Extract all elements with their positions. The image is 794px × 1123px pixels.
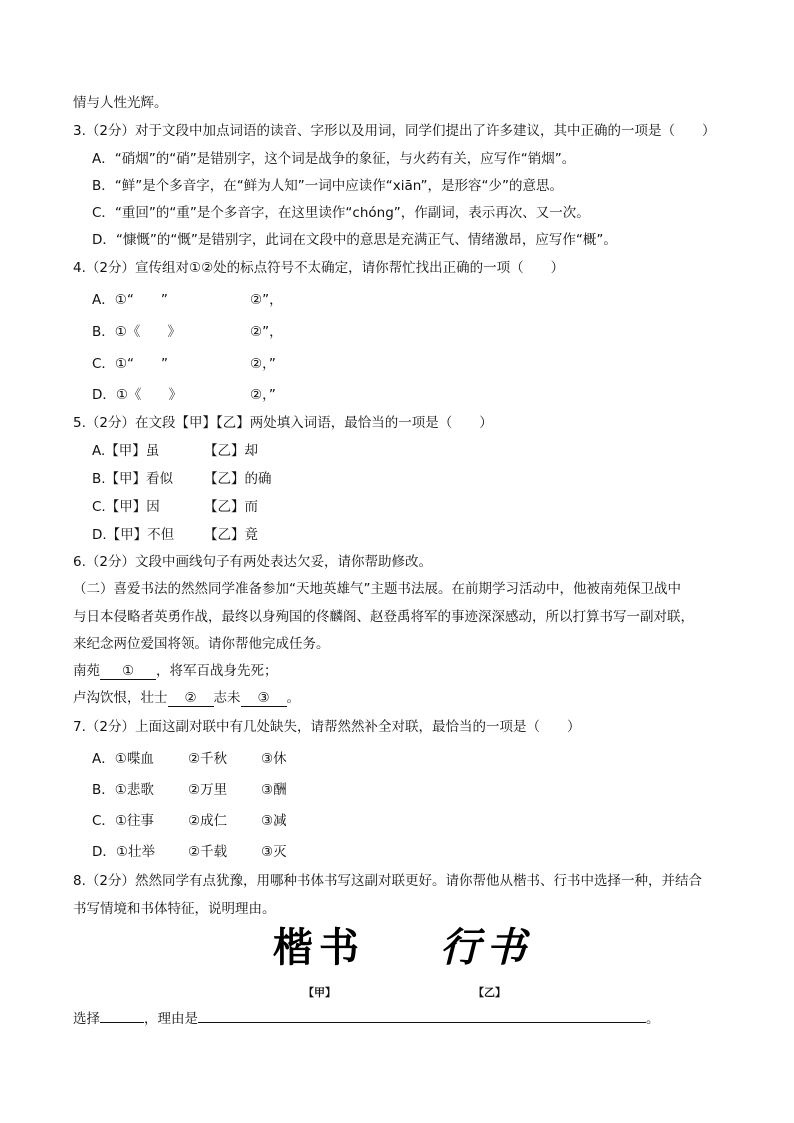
q7-option-c[interactable] [92,812,287,830]
option-letter: B． [92,324,115,340]
reason-blank[interactable] [198,1022,646,1023]
option-part: ①“ ” [114,292,168,308]
couplet-blank-2[interactable]: ② [168,690,214,707]
couplet-line2 [73,689,300,707]
option-letter: C． [92,813,115,829]
q5-option-c[interactable] [92,498,258,516]
couplet-blank-3[interactable]: ③ [241,690,287,707]
couplet-blank-1[interactable]: ① [100,663,156,680]
q5-option-a[interactable] [92,442,258,460]
option-part: C.【甲】因 [92,499,160,515]
option-part: ②”， [250,324,283,340]
option-part: ③灭 [261,844,287,860]
choice-blank[interactable] [100,1022,144,1023]
option-part: ①《 》 [115,387,183,403]
kaishu-sample-image: 楷书 [273,924,365,971]
option-letter: B． [92,782,115,798]
option-part: 【乙】的确 [204,471,272,487]
option-part: B.【甲】看似 [92,471,174,487]
answer-text: ，理由是 [144,1011,198,1027]
couplet-text: 。 [286,690,300,706]
couplet-text: 志未 [213,690,241,706]
option-part: ③减 [261,813,287,829]
option-part: ①《 》 [114,324,181,340]
q4-option-a[interactable] [92,291,283,309]
answer-text: 选择 [73,1011,100,1027]
q7-option-d[interactable] [92,843,287,861]
q3-option-b[interactable]: B．“鲜”是个多音字，在“鲜为人知”一词中应读作“xiān”，是形容“少”的意思。 [92,178,564,194]
q4-option-c[interactable] [92,355,276,373]
caption-yi: 【乙】 [473,986,506,999]
option-part: ①往事 [114,813,155,829]
option-part: 【乙】却 [204,443,258,459]
top-line: 情与人性光辉。 [73,95,168,111]
section2-line3: 来纪念两位爱国将领。请你帮他完成任务。 [73,636,330,652]
option-part: ②成仁 [188,813,228,829]
couplet-line1 [73,662,278,680]
option-part: A.【甲】虽 [92,443,160,459]
couplet-text: 南苑 [73,663,100,679]
q7-option-a[interactable] [92,750,287,768]
q5-option-b[interactable] [92,470,272,488]
option-part: ①喋血 [114,751,154,767]
option-letter: D． [92,387,116,403]
option-letter: A． [92,292,115,308]
q3-option-c[interactable]: C．“重回”的“重”是个多音字，在这里读作“chóng”，作副词，表示再次、又一次。 [92,205,590,221]
option-part: ②”， [250,292,283,308]
q3-option-d[interactable]: D．“慷慨”的“慨”是错别字，此词在文段中的意思是充满正气、情绪激昂，应写作“概”。 [92,232,617,248]
q4-stem: 4.（2分）宣传组对①②处的标点符号不太确定，请你帮忙找出正确的一项（ ） [73,260,565,276]
q3-option-a[interactable]: A．“硝烟”的“硝”是错别字，这个词是战争的象征，与火药有关，应写作“销烟”。 [92,151,576,167]
q8-stem-line1: 8.（2分）然然同学有点犹豫，用哪种书体书写这副对联更好。请你帮他从楷书、行书中选择一种，并结合 [73,873,702,889]
option-letter: D． [92,844,116,860]
option-part: ②，” [250,387,276,403]
caption-jia: 【甲】 [303,986,336,999]
xingshu-sample-image: 行书 [440,924,532,971]
option-part: ①“ ” [114,356,169,372]
q5-stem: 5.（2分）在文段【甲】【乙】两处填入词语，最恰当的一项是（ ） [73,415,493,431]
option-part: ②万里 [188,782,228,798]
q4-option-d[interactable] [92,386,276,404]
q7-stem: 7.（2分）上面这副对联中有几处缺失，请帮然然补全对联，最恰当的一项是（ ） [73,719,581,735]
option-part: ②千载 [188,844,228,860]
q4-option-b[interactable] [92,323,283,341]
answer-text: 。 [646,1011,660,1027]
q5-option-d[interactable] [92,526,258,544]
section2-line2: 与日本侵略者英勇作战，最终以身殉国的佟麟阁、赵登禹将军的事迹深深感动，所以打算书写一副对联， [73,609,694,625]
q7-option-b[interactable] [92,781,287,799]
option-part: ②，” [250,356,276,372]
option-part: 【乙】而 [204,499,258,515]
option-part: ③休 [261,751,287,767]
section2-line1: （二）喜爱书法的然然同学准备参加“天地英雄气”主题书法展。在前期学习活动中，他被南苑保卫战中 [73,581,681,597]
option-part: ①壮举 [115,844,156,860]
q8-stem-line2: 书写情境和书体特征，说明理由。 [73,901,276,917]
option-part: 【乙】竟 [204,527,258,543]
option-part: ②千秋 [188,751,228,767]
couplet-text: 卢沟饮恨，壮士 [73,690,168,706]
q8-answer-line [73,1010,660,1028]
option-part: ①悲歌 [114,782,154,798]
q6-stem: 6.（2分）文段中画线句子有两处表达欠妥，请你帮助修改。 [73,554,432,570]
couplet-text: ，将军百战身先死； [156,663,278,679]
option-part: ③酬 [261,782,287,798]
q3-stem: 3.（2分）对于文段中加点词语的读音、字形以及用词，同学们提出了许多建议，其中正确的一项是（ ） [73,123,716,139]
option-letter: C． [92,356,115,372]
option-letter: A． [92,751,115,767]
option-part: D.【甲】不但 [92,527,175,543]
